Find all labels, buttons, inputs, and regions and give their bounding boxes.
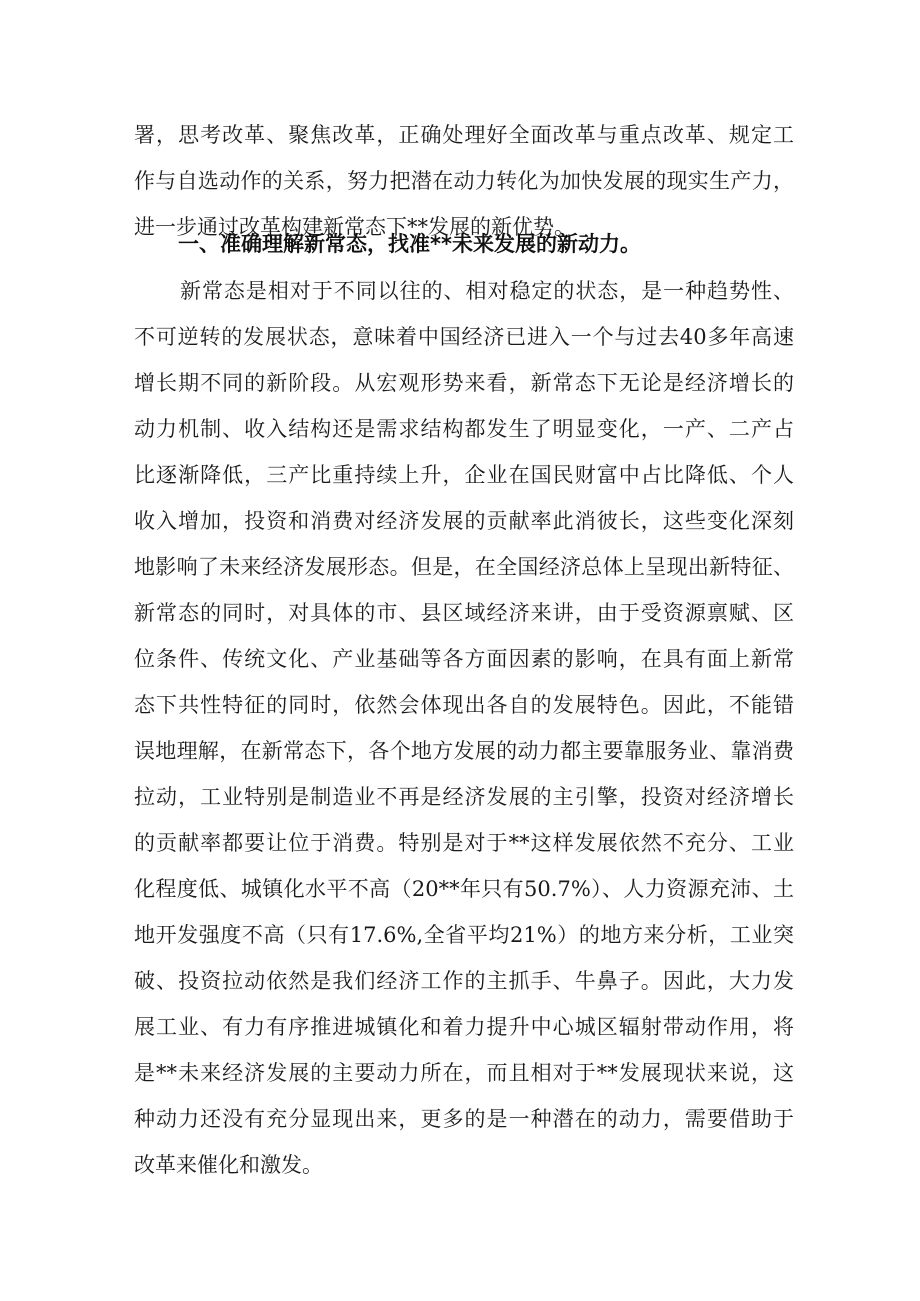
body-line-16: 破、投资拉动依然是我们经济工作的主抓手、牛鼻子。因此，大力发 (134, 969, 794, 993)
body-line-4: 动力机制、收入结构还是需求结构都发生了明显变化，一产、二产占 (134, 417, 794, 441)
body-line-14: 化程度低、城镇化水平不高（20**年只有50.7%）、人力资源充沛、土 (134, 877, 794, 901)
body-paragraph (134, 268, 794, 1188)
body-line-1: 新常态是相对于不同以往的、相对稳定的状态，是一种趋势性、 (180, 279, 794, 303)
body-line-6: 收入增加，投资和消费对经济发展的贡献率此消彼长，这些变化深刻 (134, 509, 794, 533)
intro-line-1: 署，思考改革、聚焦改革，正确处理好全面改革与重点改革、规定工 (134, 123, 794, 147)
body-line-8: 新常态的同时，对具体的市、县区域经济来讲，由于受资源禀赋、区 (134, 601, 794, 625)
intro-line-3: 进一步通过改革构建新常态下**发展的新优势。 (134, 215, 575, 239)
body-line-3: 增长期不同的新阶段。从宏观形势来看，新常态下无论是经济增长的 (134, 371, 794, 395)
body-line-10: 态下共性特征的同时，依然会体现出各自的发展特色。因此，不能错 (134, 693, 794, 717)
body-line-9: 位条件、传统文化、产业基础等各方面因素的影响，在具有面上新常 (134, 647, 794, 671)
body-line-7: 地影响了未来经济发展形态。但是，在全国经济总体上呈现出新特征、 (134, 555, 794, 579)
body-line-2: 不可逆转的发展状态，意味着中国经济已进入一个与过去40多年高速 (134, 325, 794, 349)
body-line-13: 的贡献率都要让位于消费。特别是对于**这样发展依然不充分、工业 (134, 831, 794, 855)
body-line-18: 是**未来经济发展的主要动力所在，而且相对于**发展现状来说，这 (134, 1061, 794, 1085)
body-line-12: 拉动，工业特别是制造业不再是经济发展的主引擎，投资对经济增长 (134, 785, 794, 809)
body-line-11: 误地理解，在新常态下，各个地方发展的动力都主要靠服务业、靠消费 (134, 739, 794, 763)
section-heading: 一、准确理解新常态，找准**未来发展的新动力。 (178, 232, 641, 256)
body-line-20: 改革来催化和激发。 (134, 1153, 323, 1177)
body-line-15: 地开发强度不高（只有17.6%,全省平均21%）的地方来分析，工业突 (134, 923, 794, 947)
body-line-5: 比逐渐降低，三产比重持续上升，企业在国民财富中占比降低、个人 (134, 463, 794, 487)
intro-line-2: 作与自选动作的关系，努力把潜在动力转化为加快发展的现实生产力， (134, 169, 794, 193)
body-line-17: 展工业、有力有序推进城镇化和着力提升中心城区辐射带动作用，将 (134, 1015, 794, 1039)
body-line-19: 种动力还没有充分显现出来，更多的是一种潜在的动力，需要借助于 (134, 1107, 794, 1131)
